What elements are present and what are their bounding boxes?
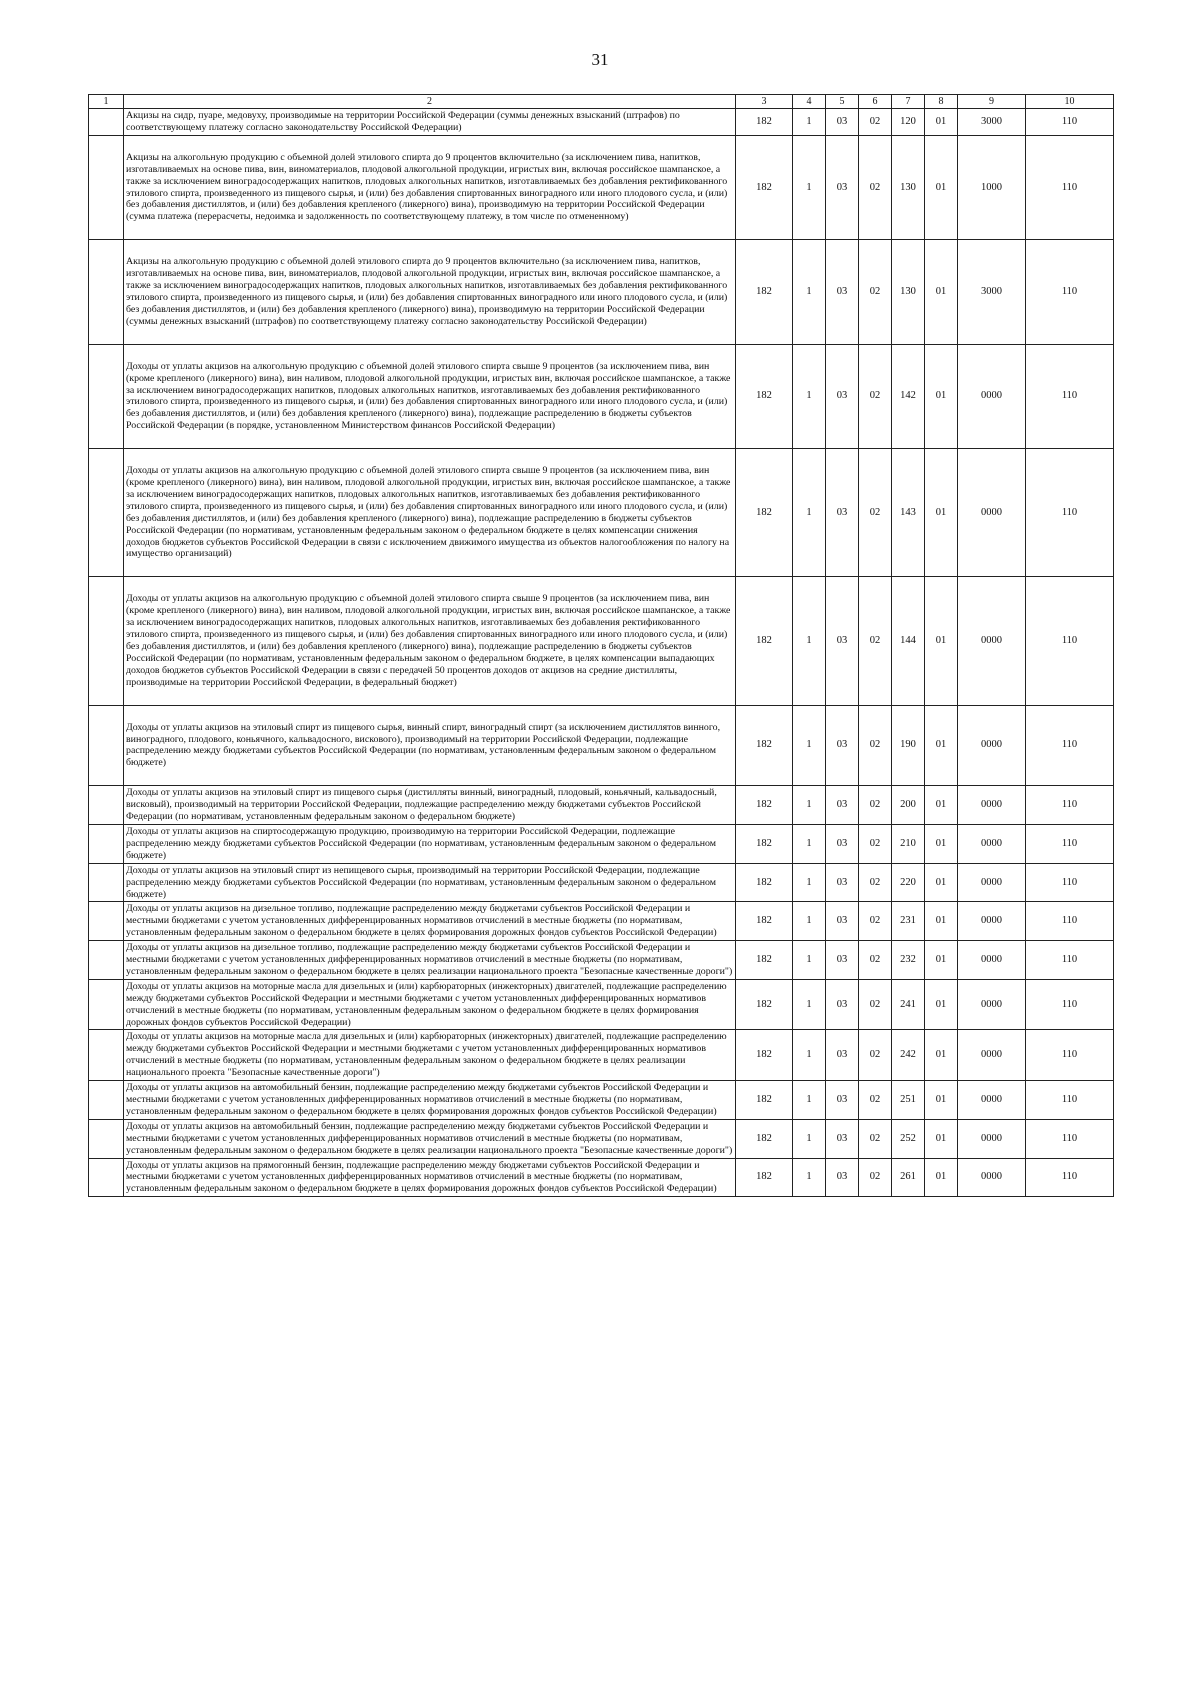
classification-code-cell: 110 xyxy=(1026,705,1114,786)
classification-code-cell: 1 xyxy=(793,135,826,239)
classification-code-cell: 1 xyxy=(793,344,826,448)
classification-code-cell: 182 xyxy=(736,1158,793,1197)
classification-code-cell: 110 xyxy=(1026,1158,1114,1197)
classification-code-cell: 1 xyxy=(793,863,826,902)
table-row xyxy=(89,240,1114,344)
classification-code-cell: 1 xyxy=(793,979,826,1030)
classification-code-cell: 1 xyxy=(793,824,826,863)
classification-code-cell: 01 xyxy=(925,1158,958,1197)
classification-code-cell: 110 xyxy=(1026,577,1114,705)
income-description-cell: Доходы от уплаты акцизов на автомобильный бензин, подлежащие распределению между бюджетами субъектов Российской Федерации и местными бюджетами с учетом установленных дифференцированных нормативов отчислений в местные бюджеты (по нормативам, установленным федеральным законом о федеральном бюджете в целях формирования дорожных фондов субъектов Российской Федерации) xyxy=(124,1081,736,1120)
classification-code-cell: 130 xyxy=(892,135,925,239)
classification-code-cell: 231 xyxy=(892,902,925,941)
classification-code-cell: 01 xyxy=(925,135,958,239)
income-description-cell: Доходы от уплаты акцизов на этиловый спирт из непищевого сырья, производимый на территории Российской Федерации, подлежащие распределению между бюджетами субъектов Российской Федерации (по нормативам, установленным федеральным законом о федеральном бюджете) xyxy=(124,863,736,902)
classification-code-cell: 02 xyxy=(859,135,892,239)
classification-code-cell: 110 xyxy=(1026,824,1114,863)
classification-code-cell: 110 xyxy=(1026,1030,1114,1081)
classification-code-cell: 182 xyxy=(736,1030,793,1081)
table-row xyxy=(89,863,1114,902)
classification-code-cell: 110 xyxy=(1026,344,1114,448)
classification-code-cell: 03 xyxy=(826,979,859,1030)
classification-code-cell: 182 xyxy=(736,979,793,1030)
classification-code-cell: 02 xyxy=(859,577,892,705)
classification-code-cell: 03 xyxy=(826,705,859,786)
classification-code-cell: 110 xyxy=(1026,240,1114,344)
table-row xyxy=(89,449,1114,577)
income-description-cell: Доходы от уплаты акцизов на спиртосодержащую продукцию, производимую на территории Российской Федерации, подлежащие распределению между бюджетами субъектов Российской Федерации (по нормативам, установленным федеральным законом о федеральном бюджете) xyxy=(124,824,736,863)
table-row xyxy=(89,577,1114,705)
classification-code-cell: 251 xyxy=(892,1081,925,1120)
classification-code-cell: 182 xyxy=(736,863,793,902)
classification-code-cell: 0000 xyxy=(958,979,1026,1030)
classification-code-cell: 02 xyxy=(859,705,892,786)
table-row xyxy=(89,109,1114,136)
classification-code-cell: 01 xyxy=(925,786,958,825)
row-index-cell xyxy=(89,824,124,863)
classification-code-cell: 142 xyxy=(892,344,925,448)
budget-classification-table xyxy=(88,94,1114,1197)
row-index-cell xyxy=(89,1030,124,1081)
classification-code-cell: 190 xyxy=(892,705,925,786)
classification-code-cell: 0000 xyxy=(958,1158,1026,1197)
classification-code-cell: 0000 xyxy=(958,1030,1026,1081)
classification-code-cell: 1 xyxy=(793,1119,826,1158)
row-index-cell xyxy=(89,979,124,1030)
classification-code-cell: 01 xyxy=(925,1081,958,1120)
row-index-cell xyxy=(89,786,124,825)
classification-code-cell: 110 xyxy=(1026,786,1114,825)
classification-code-cell: 182 xyxy=(736,344,793,448)
classification-code-cell: 03 xyxy=(826,1158,859,1197)
classification-code-cell: 02 xyxy=(859,941,892,980)
classification-code-cell: 110 xyxy=(1026,449,1114,577)
column-header: 5 xyxy=(826,95,859,109)
page-number: 31 xyxy=(591,50,609,69)
classification-code-cell: 0000 xyxy=(958,705,1026,786)
classification-code-cell: 03 xyxy=(826,1030,859,1081)
classification-code-cell: 0000 xyxy=(958,577,1026,705)
income-description-cell: Доходы от уплаты акцизов на моторные масла для дизельных и (или) карбюраторных (инжекторных) двигателей, подлежащие распределению между бюджетами субъектов Российской Федерации и местными бюджетами с учетом установленных дифференцированных нормативов отчислений в местные бюджеты (по нормативам, установленным федеральным законом о федеральном бюджете в целях реализации национального проекта "Безопасные качественные дороги") xyxy=(124,1030,736,1081)
classification-code-cell: 110 xyxy=(1026,135,1114,239)
classification-code-cell: 02 xyxy=(859,1158,892,1197)
classification-code-cell: 182 xyxy=(736,240,793,344)
classification-code-cell: 110 xyxy=(1026,109,1114,136)
classification-code-cell: 0000 xyxy=(958,863,1026,902)
classification-code-cell: 1 xyxy=(793,941,826,980)
row-index-cell xyxy=(89,1158,124,1197)
classification-code-cell: 1 xyxy=(793,1081,826,1120)
classification-code-cell: 110 xyxy=(1026,979,1114,1030)
classification-code-cell: 1 xyxy=(793,109,826,136)
classification-code-cell: 182 xyxy=(736,705,793,786)
column-header: 2 xyxy=(124,95,736,109)
income-description-cell: Акцизы на алкогольную продукцию с объемной долей этилового спирта до 9 процентов включительно (за исключением пива, напитков, изготавливаемых на основе пива, вин, виноматериалов, плодовой алкогольной продукции, игристых вин, включая российское шампанское, а также за исключением виноградосодержащих напитков, плодовых алкогольных напитков, изготавливаемых без добавления ректификованного этилового спирта, произведенного из пищевого сырья, и (или) без добавления спиртованных виноградного или иного плодового сусла, и (или) без добавления дистиллятов, и (или) без добавления крепленого (ликерного) вина), производимую на территории Российской Федерации (сумма платежа (перерасчеты, недоимка и задолженность по соответствующему платежу, в том числе по отмененному) xyxy=(124,135,736,239)
column-header: 6 xyxy=(859,95,892,109)
classification-code-cell: 02 xyxy=(859,1030,892,1081)
classification-code-cell: 0000 xyxy=(958,344,1026,448)
classification-code-cell: 02 xyxy=(859,863,892,902)
column-header: 3 xyxy=(736,95,793,109)
classification-code-cell: 0000 xyxy=(958,1081,1026,1120)
column-number-header-row xyxy=(89,95,1114,109)
classification-code-cell: 01 xyxy=(925,941,958,980)
row-index-cell xyxy=(89,240,124,344)
classification-code-cell: 01 xyxy=(925,449,958,577)
classification-code-cell: 01 xyxy=(925,705,958,786)
classification-code-cell: 02 xyxy=(859,240,892,344)
classification-code-cell: 143 xyxy=(892,449,925,577)
classification-code-cell: 0000 xyxy=(958,941,1026,980)
classification-code-cell: 03 xyxy=(826,902,859,941)
classification-code-cell: 01 xyxy=(925,240,958,344)
table-row xyxy=(89,824,1114,863)
classification-code-cell: 1 xyxy=(793,1030,826,1081)
row-index-cell xyxy=(89,577,124,705)
classification-code-cell: 02 xyxy=(859,344,892,448)
column-header: 9 xyxy=(958,95,1026,109)
table-row xyxy=(89,1158,1114,1197)
classification-code-cell: 0000 xyxy=(958,786,1026,825)
classification-code-cell: 242 xyxy=(892,1030,925,1081)
classification-code-cell: 220 xyxy=(892,863,925,902)
classification-code-cell: 182 xyxy=(736,902,793,941)
classification-code-cell: 3000 xyxy=(958,109,1026,136)
classification-code-cell: 252 xyxy=(892,1119,925,1158)
classification-code-cell: 01 xyxy=(925,1119,958,1158)
table-row xyxy=(89,1030,1114,1081)
table-row xyxy=(89,786,1114,825)
classification-code-cell: 232 xyxy=(892,941,925,980)
column-header: 7 xyxy=(892,95,925,109)
classification-code-cell: 182 xyxy=(736,941,793,980)
classification-code-cell: 02 xyxy=(859,1119,892,1158)
table-row xyxy=(89,705,1114,786)
classification-code-cell: 02 xyxy=(859,449,892,577)
column-header: 10 xyxy=(1026,95,1114,109)
classification-code-cell: 02 xyxy=(859,979,892,1030)
row-index-cell xyxy=(89,1081,124,1120)
classification-code-cell: 110 xyxy=(1026,941,1114,980)
table-row xyxy=(89,941,1114,980)
classification-code-cell: 110 xyxy=(1026,1119,1114,1158)
classification-code-cell: 01 xyxy=(925,824,958,863)
income-description-cell: Доходы от уплаты акцизов на этиловый спирт из пищевого сырья, винный спирт, виноградный спирт (за исключением дистиллятов винного, виноградного, плодового, коньячного, кальвадосного, вискового), производимый на территории Российской Федерации, подлежащие распределению между бюджетами субъектов Российской Федерации (по нормативам, установленным федеральным законом о федеральном бюджете) xyxy=(124,705,736,786)
classification-code-cell: 182 xyxy=(736,135,793,239)
classification-code-cell: 1000 xyxy=(958,135,1026,239)
classification-code-cell: 182 xyxy=(736,577,793,705)
classification-code-cell: 1 xyxy=(793,902,826,941)
row-index-cell xyxy=(89,863,124,902)
income-description-cell: Акцизы на алкогольную продукцию с объемной долей этилового спирта до 9 процентов включительно (за исключением пива, напитков, изготавливаемых на основе пива, вин, виноматериалов, плодовой алкогольной продукции, игристых вин, включая российское шампанское, а также за исключением виноградосодержащих напитков, плодовых алкогольных напитков, изготавливаемых без добавления ректификованного этилового спирта, произведенного из пищевого сырья, и (или) без добавления спиртованных виноградного или иного плодового сусла, и (или) без добавления дистиллятов, и (или) без добавления крепленого (ликерного) вина), производимую на территории Российской Федерации (суммы денежных взысканий (штрафов) по соответствующему платежу согласно законодательству Российской Федерации) xyxy=(124,240,736,344)
income-description-cell: Акцизы на сидр, пуаре, медовуху, производимые на территории Российской Федерации (суммы денежных взысканий (штрафов) по соответствующему платежу согласно законодательству Российской Федерации) xyxy=(124,109,736,136)
income-description-cell: Доходы от уплаты акцизов на этиловый спирт из пищевого сырья (дистилляты винный, виноградный, плодовый, коньячный, кальвадосный, висковый), производимый на территории Российской Федерации, подлежащие распределению между бюджетами субъектов Российской Федерации (по нормативам, установленным федеральным законом о федеральном бюджете) xyxy=(124,786,736,825)
row-index-cell xyxy=(89,135,124,239)
row-index-cell xyxy=(89,344,124,448)
classification-code-cell: 110 xyxy=(1026,902,1114,941)
classification-code-cell: 1 xyxy=(793,577,826,705)
classification-code-cell: 120 xyxy=(892,109,925,136)
classification-code-cell: 3000 xyxy=(958,240,1026,344)
classification-code-cell: 144 xyxy=(892,577,925,705)
classification-code-cell: 0000 xyxy=(958,1119,1026,1158)
classification-code-cell: 210 xyxy=(892,824,925,863)
row-index-cell xyxy=(89,941,124,980)
table-row xyxy=(89,902,1114,941)
classification-code-cell: 1 xyxy=(793,786,826,825)
table-row xyxy=(89,1119,1114,1158)
classification-code-cell: 03 xyxy=(826,863,859,902)
income-description-cell: Доходы от уплаты акцизов на алкогольную продукцию с объемной долей этилового спирта свыше 9 процентов (за исключением пива, вин (кроме крепленого (ликерного) вина), вин наливом, плодовой алкогольной продукции, игристых вин, включая российское шампанское, а также за исключением виноградосодержащих напитков, плодовых алкогольных напитков, изготавливаемых без добавления ректификованного этилового спирта, произведенного из пищевого сырья, и (или) без добавления спиртованных виноградного или иного плодового сусла, и (или) без добавления дистиллятов, и (или) без добавления крепленого (ликерного) вина), подлежащие распределению в бюджеты субъектов Российской Федерации (в порядке, установленном Министерством финансов Российской Федерации) xyxy=(124,344,736,448)
classification-code-cell: 02 xyxy=(859,109,892,136)
classification-code-cell: 0000 xyxy=(958,449,1026,577)
income-description-cell: Доходы от уплаты акцизов на алкогольную продукцию с объемной долей этилового спирта свыше 9 процентов (за исключением пива, вин (кроме крепленого (ликерного) вина), вин наливом, плодовой алкогольной продукции, игристых вин, включая российское шампанское, а также за исключением виноградосодержащих напитков, плодовых алкогольных напитков, изготавливаемых без добавления ректификованного этилового спирта, произведенного из пищевого сырья, и (или) без добавления спиртованных виноградного или иного плодового сусла, и (или) без добавления дистиллятов, и (или) без добавления крепленого (ликерного) вина), подлежащие распределению в бюджеты субъектов Российской Федерации (по нормативам, установленным федеральным законом о федеральном бюджете, в целях компенсации выпадающих доходов бюджетов субъектов Российской Федерации в связи с передачей 50 процентов доходов от акцизов на средние дистилляты, производимые на территории Российской Федерации, в федеральный бюджет) xyxy=(124,577,736,705)
classification-code-cell: 02 xyxy=(859,1081,892,1120)
income-description-cell: Доходы от уплаты акцизов на прямогонный бензин, подлежащие распределению между бюджетами субъектов Российской Федерации и местными бюджетами с учетом установленных дифференцированных нормативов отчислений в местные бюджеты (по нормативам, установленным федеральным законом о федеральном бюджете в целях формирования дорожных фондов субъектов Российской Федерации) xyxy=(124,1158,736,1197)
classification-code-cell: 182 xyxy=(736,449,793,577)
classification-code-cell: 1 xyxy=(793,449,826,577)
column-header: 8 xyxy=(925,95,958,109)
classification-code-cell: 03 xyxy=(826,941,859,980)
classification-code-cell: 182 xyxy=(736,1119,793,1158)
classification-code-cell: 03 xyxy=(826,135,859,239)
column-header: 4 xyxy=(793,95,826,109)
classification-code-cell: 1 xyxy=(793,705,826,786)
classification-code-cell: 03 xyxy=(826,1119,859,1158)
classification-code-cell: 261 xyxy=(892,1158,925,1197)
row-index-cell xyxy=(89,449,124,577)
classification-code-cell: 1 xyxy=(793,1158,826,1197)
classification-code-cell: 02 xyxy=(859,902,892,941)
row-index-cell xyxy=(89,109,124,136)
row-index-cell xyxy=(89,705,124,786)
classification-code-cell: 110 xyxy=(1026,863,1114,902)
classification-code-cell: 0000 xyxy=(958,902,1026,941)
row-index-cell xyxy=(89,902,124,941)
classification-code-cell: 110 xyxy=(1026,1081,1114,1120)
table-row xyxy=(89,344,1114,448)
classification-code-cell: 03 xyxy=(826,577,859,705)
classification-code-cell: 02 xyxy=(859,824,892,863)
income-description-cell: Доходы от уплаты акцизов на автомобильный бензин, подлежащие распределению между бюджетами субъектов Российской Федерации и местными бюджетами с учетом установленных дифференцированных нормативов отчислений в местные бюджеты (по нормативам, установленным федеральным законом о федеральном бюджете в целях реализации национального проекта "Безопасные качественные дороги") xyxy=(124,1119,736,1158)
classification-code-cell: 182 xyxy=(736,109,793,136)
classification-code-cell: 01 xyxy=(925,109,958,136)
income-description-cell: Доходы от уплаты акцизов на алкогольную продукцию с объемной долей этилового спирта свыше 9 процентов (за исключением пива, вин (кроме крепленого (ликерного) вина), вин наливом, плодовой алкогольной продукции, игристых вин, включая российское шампанское, а также за исключением виноградосодержащих напитков, плодовых алкогольных напитков, изготавливаемых без добавления ректификованного этилового спирта, произведенного из пищевого сырья, и (или) без добавления спиртованных виноградного или иного плодового сусла, и (или) без добавления дистиллятов, и (или) без добавления крепленого (ликерного) вина), подлежащие распределению в бюджеты субъектов Российской Федерации (по нормативам, установленным федеральным законом о федеральном бюджете в целях компенсации снижения доходов бюджетов субъектов Российской Федерации в связи с исключением движимого имущества из объектов налогообложения по налогу на имущество организаций) xyxy=(124,449,736,577)
classification-code-cell: 03 xyxy=(826,1081,859,1120)
income-description-cell: Доходы от уплаты акцизов на дизельное топливо, подлежащие распределению между бюджетами субъектов Российской Федерации и местными бюджетами с учетом установленных дифференцированных нормативов отчислений в местные бюджеты (по нормативам, установленным федеральным законом о федеральном бюджете в целях реализации национального проекта "Безопасные качественные дороги") xyxy=(124,941,736,980)
income-description-cell: Доходы от уплаты акцизов на дизельное топливо, подлежащие распределению между бюджетами субъектов Российской Федерации и местными бюджетами с учетом установленных дифференцированных нормативов отчислений в местные бюджеты (по нормативам, установленным федеральным законом о федеральном бюджете в целях формирования дорожных фондов субъектов Российской Федерации) xyxy=(124,902,736,941)
classification-code-cell: 182 xyxy=(736,1081,793,1120)
classification-code-cell: 03 xyxy=(826,824,859,863)
classification-code-cell: 03 xyxy=(826,240,859,344)
classification-code-cell: 02 xyxy=(859,786,892,825)
table-row xyxy=(89,1081,1114,1120)
classification-code-cell: 182 xyxy=(736,786,793,825)
income-description-cell: Доходы от уплаты акцизов на моторные масла для дизельных и (или) карбюраторных (инжекторных) двигателей, подлежащие распределению между бюджетами субъектов Российской Федерации и местными бюджетами с учетом установленных дифференцированных нормативов отчислений в местные бюджеты (по нормативам, установленным федеральным законом о федеральном бюджете в целях формирования дорожных фондов субъектов Российской Федерации) xyxy=(124,979,736,1030)
classification-code-cell: 01 xyxy=(925,344,958,448)
classification-code-cell: 01 xyxy=(925,863,958,902)
classification-code-cell: 03 xyxy=(826,109,859,136)
classification-code-cell: 01 xyxy=(925,902,958,941)
table-row xyxy=(89,979,1114,1030)
classification-code-cell: 241 xyxy=(892,979,925,1030)
classification-code-cell: 03 xyxy=(826,344,859,448)
classification-code-cell: 01 xyxy=(925,1030,958,1081)
classification-code-cell: 130 xyxy=(892,240,925,344)
table-row xyxy=(89,135,1114,239)
classification-code-cell: 01 xyxy=(925,979,958,1030)
classification-code-cell: 182 xyxy=(736,824,793,863)
classification-code-cell: 0000 xyxy=(958,824,1026,863)
row-index-cell xyxy=(89,1119,124,1158)
classification-code-cell: 200 xyxy=(892,786,925,825)
column-header: 1 xyxy=(89,95,124,109)
classification-code-cell: 03 xyxy=(826,786,859,825)
classification-code-cell: 01 xyxy=(925,577,958,705)
classification-code-cell: 1 xyxy=(793,240,826,344)
classification-code-cell: 03 xyxy=(826,449,859,577)
